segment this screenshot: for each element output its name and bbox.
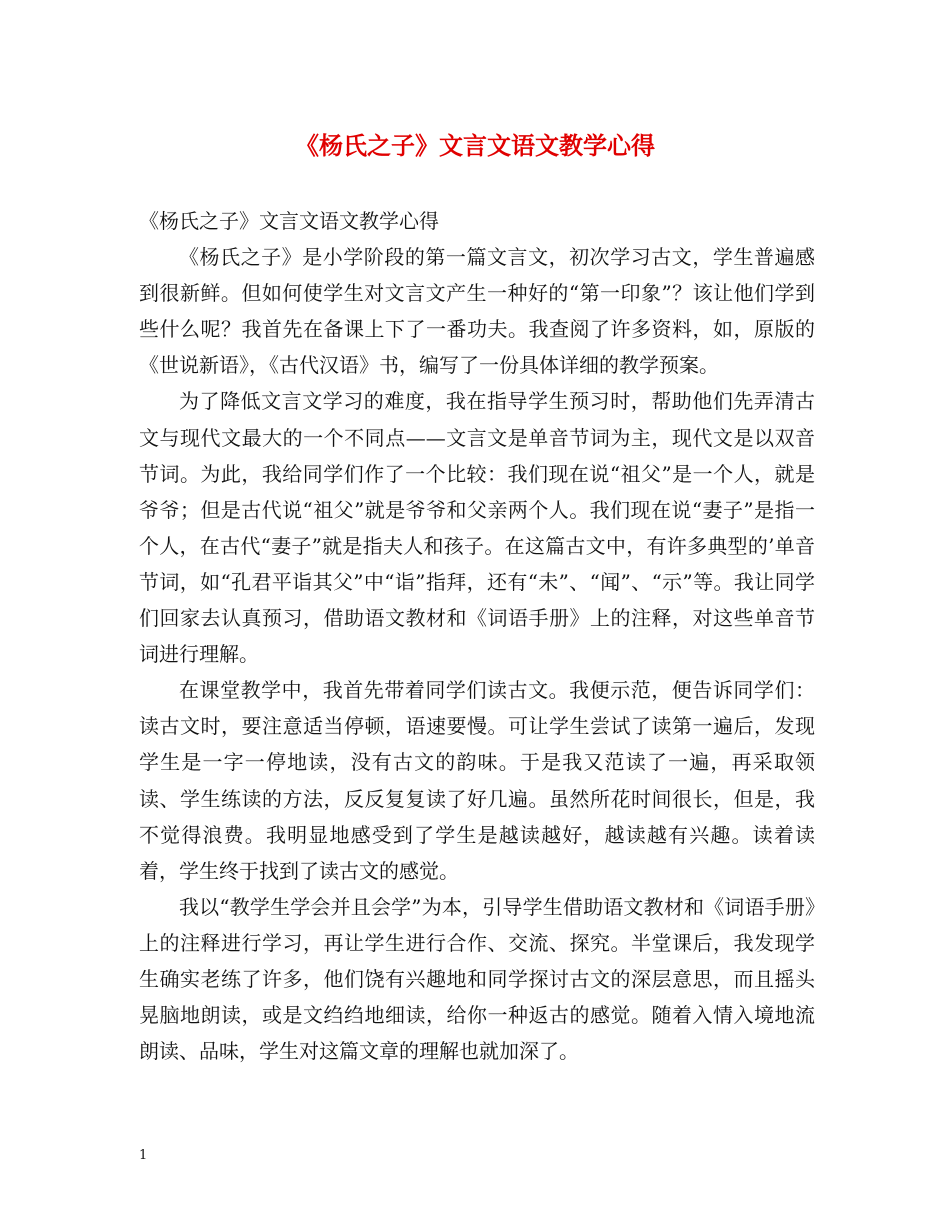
document-title: 《杨氏之子》文言文语文教学心得 — [295, 131, 655, 160]
body-paragraph-2: 为了降低文言文学习的难度，我在指导学生预习时，帮助他们先弄清古文与现代文最大的一个不同点——文言文是单音节词为主，现代文是以双音节词。为此，我给同学们作了一个比较：我们现在说“祖父”是一个人，就是爷爷；但是古代说“祖父”就是爷爷和父亲两个人。我们现在说“妻子”是指一个人，在古代“妻子”就是指夫人和孩子。在这篇古文中，有许多典型的’单音节词，如“孔君平诣其父”中“诣”指拜，还有“未”、“闻”、“示”等。我让同学们回家去认真预习，借助语文教材和《词语手册》上的注释，对这些单音节词进行理解。 — [139, 389, 815, 667]
page-number: 1 — [139, 1148, 148, 1163]
body-paragraph-3: 在课堂教学中，我首先带着同学们读古文。我便示范，便告诉同学们：读古文时，要注意适当停顿，语速要慢。可让学生尝试了读第一遍后，发现学生是一字一停地读，没有古文的韵味。于是我又范读了一遍，再采取领读、学生练读的方法，反反复复读了好几遍。虽然所花时间很长，但是，我不觉得浪费。我明显地感受到了学生是越读越好，越读越有兴趣。读着读着，学生终于找到了读古文的感觉。 — [139, 678, 815, 883]
body-paragraph-4: 我以“教学生学会并且会学”为本，引导学生借助语文教材和《词语手册》上的注释进行学习，再让学生进行合作、交流、探究。半堂课后，我发现学生确实老练了许多，他们饶有兴趣地和同学探讨古文的深层意思，而且摇头晃脑地朗读，或是文绉绉地细读，给你一种返古的感觉。随着入情入境地流朗读、品味，学生对这篇文章的理解也就加深了。 — [139, 894, 815, 1064]
subtitle-paragraph: 《杨氏之子》文言文语文教学心得 — [139, 209, 439, 233]
body-paragraph-1: 《杨氏之子》是小学阶段的第一篇文言文，初次学习古文，学生普遍感到很新鲜。但如何使学生对文言文产生一种好的“第一印象”？该让他们学到些什么呢？我首先在备课上下了一番功夫。我查阅了许多资料，如，原版的《世说新语》，《古代汉语》书，编写了一份具体详细的教学预案。 — [139, 245, 815, 378]
document-body — [139, 203, 815, 1069]
